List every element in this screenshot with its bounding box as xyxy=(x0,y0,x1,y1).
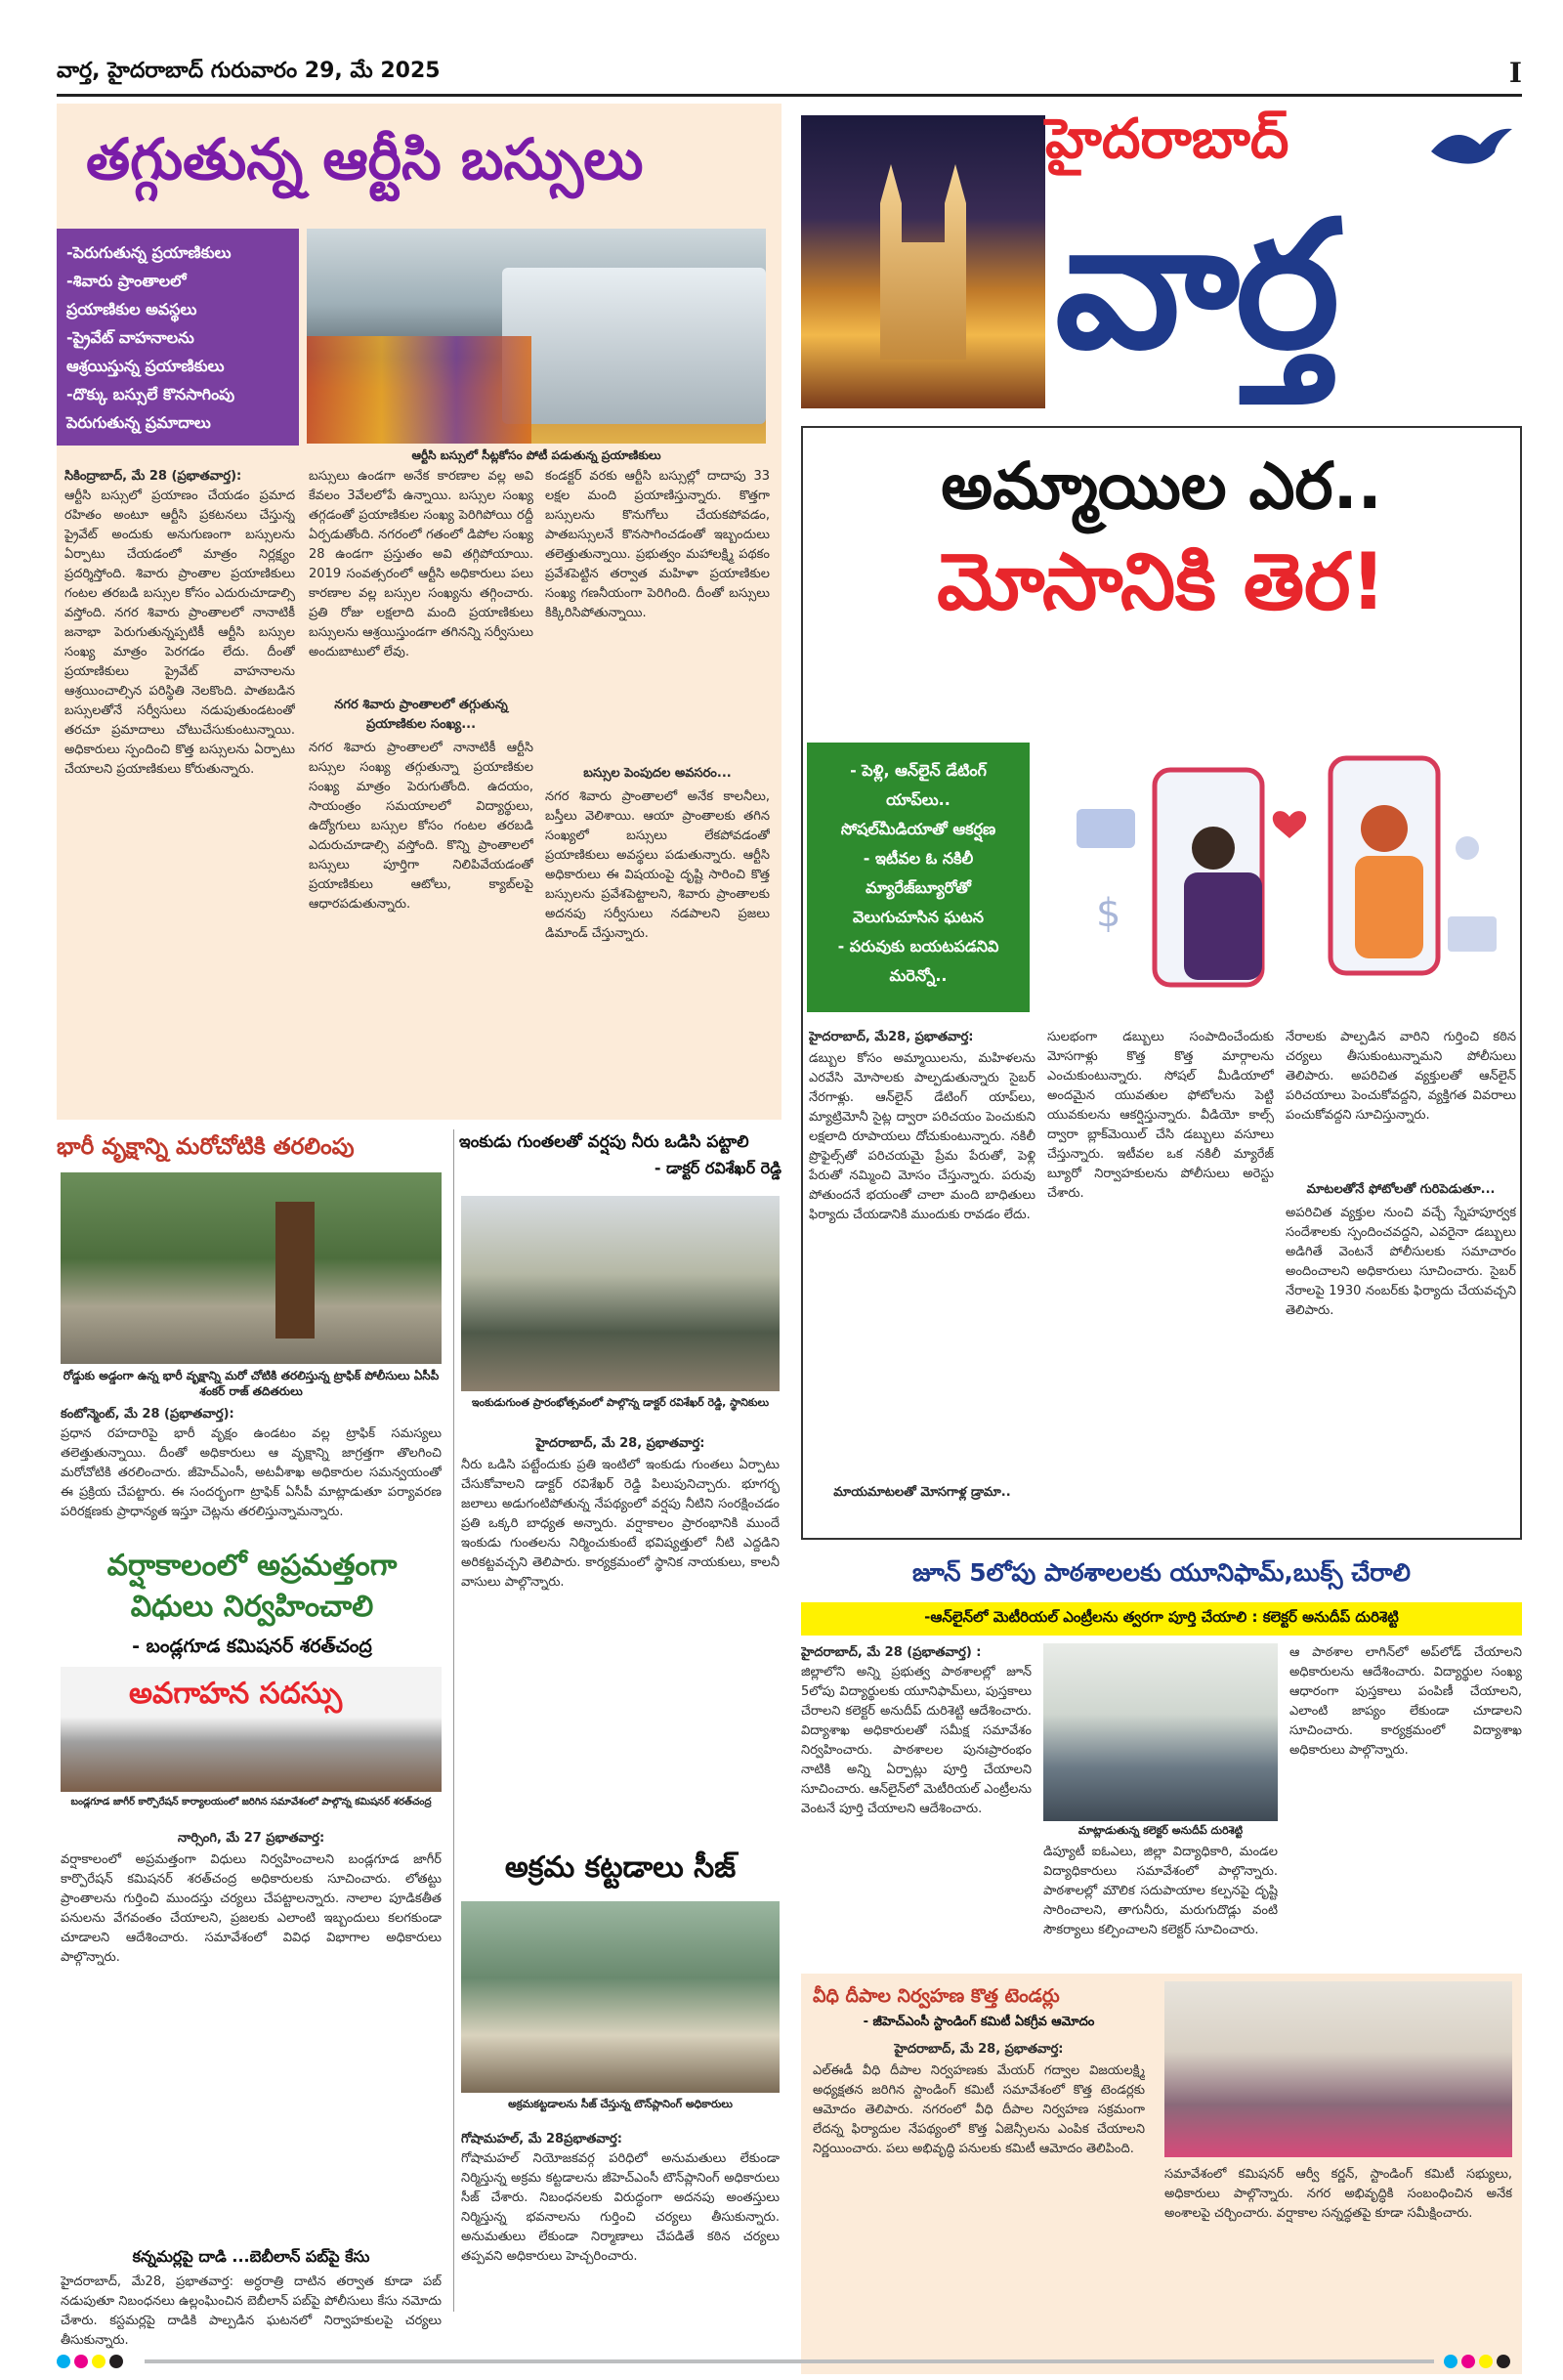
color-swatch xyxy=(74,2355,88,2368)
rtc-bullet: -ప్రైవేట్ వాహనాలను xyxy=(66,328,194,347)
header-dateline: వార్త, హైదరాబాద్ గురువారం 29, మే 2025 xyxy=(57,59,441,83)
print-registration-bar xyxy=(57,2355,1522,2368)
tree-dateline: కంటోన్మెంట్, మే 28 (ప్రభాతవార్త): xyxy=(61,1407,234,1422)
streetlight-dateline: హైదరాబాద్, మే 28, ప్రభాతవార్త: xyxy=(894,2042,1064,2057)
rtc-bullet: -పెరుగుతున్న ప్రయాణికులు xyxy=(66,243,232,262)
charminar-photo xyxy=(801,115,1045,408)
illegal-text: గోషామహల్ నియోజకవర్గ పరిధిలో అనుమతులు లేకుండా నిర్మిస్తున్న అక్రమ కట్టడాలను జీహెచ్‌ఎంసీ టౌన్‌ప్లానింగ్ అధికారులు సీజ్ చేశారు. నిబంధనలకు విరుద్ధంగా అదనపు అంతస్తులు నిర్మిస్తున్న భవనాలను గుర్తించి చర్యలు తీసుకున్నారు. అనుమతులు లేకుండా నిర్మాణాలు చేపడితే కఠిన చర్యలు తప్పవని అధికారులు హెచ్చరించారు. xyxy=(461,2151,780,2264)
streetlight-col-1: ఎల్ఈడీ వీధి దీపాల నిర్వహణకు మేయర్ గద్వాల విజయలక్ష్మి అధ్యక్షతన జరిగిన స్టాండింగ్ కమిటీ సమావేశంలో కొత్త టెండర్లకు ఆమోదం తెలిపారు. నగరంలో వీధి దీపాల నిర్వహణ సక్రమంగా లేదన్న ఫిర్యాదుల నేపథ్యంలో కొత్త ఏజెన్సీలను ఎంపిక చేయాలని నిర్ణయించారు. పలు అభివృద్ధి పనులకు కమిటీ ఆమోదం తెలిపింది. xyxy=(813,2063,1145,2156)
uniform-col-3: ఆ పాఠశాల లాగిన్‌లో అప్‌లోడ్ చేయాలని అధికారులను ఆదేశించారు. విద్యార్థుల సంఖ్య ఆధారంగా పుస్తకాలు పంపిణీ చేయాలని, ఎలాంటి జాప్యం లేకుండా చూడాలని సూచించారు. కార్యక్రమంలో విద్యాశాఖ అధికారులు పాల్గొన్నారు. xyxy=(1289,1645,1522,1758)
monsoon-banner: అవగాహన సదస్సు xyxy=(129,1677,343,1711)
monsoon-text-2: హైదరాబాద్, మే28, ప్రభాతవార్త: అర్ధరాత్రి దాటిన తర్వాత కూడా పబ్ నడుపుతూ నిబంధనలు ఉల్లంఘించిన బెబీలాన్ పబ్‌పై పోలీసులు కేసు నమోదు చేశారు. కస్టమర్లపై దాడికి పాల్పడిన ఘటనలో నిర్వాహకులపై చర్యలు తీసుకున్నారు. xyxy=(61,2274,442,2348)
ammayi-headline-2: మోసానికి తెర! xyxy=(937,536,1386,627)
ammayi-col-3: నేరాలకు పాల్పడిన వారిని గుర్తించి కఠిన చర్యలు తీసుకుంటున్నామని పోలీసులు తెలిపారు. అపరిచిత వ్యక్తులతో ఆన్‌లైన్ పరిచయాలు పెంచుకోవద్దని, వ్యక్తిగత వివరాలు పంచుకోవద్దని సూచిస్తున్నారు. xyxy=(1286,1030,1516,1123)
rtc-bullet-box xyxy=(57,229,299,446)
rtc-col-1: ఆర్టీసి బస్సులో ప్రయాణం చేయడం ప్రమాద రహితం అంటూ ఆర్టీసి ప్రకటనలు చేస్తున్న ప్రైవేట్ అందుకు అనుగుణంగా బస్సులను ఏర్పాటు చేయడంలో మాత్రం నిర్లక్ష్యం ప్రదర్శిస్తోంది. శివారు ప్రాంతాల ప్రయాణికులు గంటల తరబడి బస్సుల కోసం ఎదురుచూడాల్సి వస్తోంది. నగర శివారు ప్రాంతాలలో నానాటికీ జనాభా పెరుగుతున్నప్పటికీ ఆర్టీసి బస్సుల సంఖ్య మాత్రం పెరగడం లేదు. దీంతో ప్రయాణికులు ప్రైవేట్ వాహనాలను ఆశ్రయించాల్సిన పరిస్థితి నెలకొంది. పాతబడిన బస్సులతోనే సర్వీసులు నడుపుతుండటంతో తరచూ ప్రమాదాలు చోటుచేసుకుంటున్నాయి. అధికారులు స్పందించి కొత్త బస్సులను ఏర్పాటు చేయాలని ప్రయాణికులు కోరుతున్నారు. xyxy=(64,489,295,777)
ammayi-col-2: సులభంగా డబ్బులు సంపాదించేందుకు మోసగాళ్లు కొత్త కొత్త మార్గాలను ఎంచుకుంటున్నారు. సోషల్ మీడియాలో అందమైన యువతుల ఫోటోలను పెట్టి యువకులను ఆకర్షిస్తున్నారు. వీడియో కాల్స్ ద్వారా బ్లాక్‌మెయిల్ చేసి డబ్బులు వసూలు చేస్తున్నారు. ఇటీవల ఒక నకిలీ మ్యారేజ్ బ్యూరో నిర్వాహకులను పోలీసులు అరెస్టు చేశారు. xyxy=(1047,1030,1274,1201)
uniform-story xyxy=(801,1553,1522,1964)
uniform-dateline: హైదరాబాద్, మే 28 (ప్రభాతవార్త) : xyxy=(801,1645,982,1660)
streetlight-photo xyxy=(1164,1981,1512,2157)
monsoon-dateline: నార్సింగి, మే 27 ప్రభాతవార్త: xyxy=(177,1831,325,1846)
monsoon-story xyxy=(57,1546,447,2374)
color-swatch xyxy=(92,2355,106,2368)
rtc-story xyxy=(57,104,782,1120)
page-header xyxy=(57,59,1522,94)
ammayi-col-3b: అపరిచిత వ్యక్తుల నుంచి వచ్చే స్నేహపూర్వక సందేశాలకు స్పందించవద్దని, ఎవరైనా డబ్బులు అడిగితే వెంటనే పోలీసులకు సమాచారం అందించాలని అధికారులు సూచించారు. సైబర్ నేరాలపై 1930 నంబర్‌కు ఫిర్యాదు చేయవచ్చని తెలిపారు. xyxy=(1286,1206,1516,1318)
water-dateline: హైదరాబాద్, మే 28, ప్రభాతవార్త: xyxy=(535,1436,705,1451)
ammayi-bullet-list xyxy=(815,756,1022,991)
color-swatch xyxy=(1479,2355,1493,2368)
rtc-photo xyxy=(307,229,766,444)
crowd-shape xyxy=(307,336,531,444)
brand-main-word: వార్త xyxy=(1055,184,1336,388)
water-headline: ఇంకుడు గుంతలతో వర్షపు నీరు ఒడిసి పట్టాలి xyxy=(459,1132,749,1152)
illegal-photo xyxy=(461,1901,780,2093)
illegal-dateline: గోషామహల్, మే 28ప్రభాతవార్త: xyxy=(461,2132,622,2146)
water-byline: - డాక్టర్ రవిశేఖర్ రెడ్డి xyxy=(654,1159,782,1177)
streetlight-col-2: సమావేశంలో కమిషనర్ ఆర్వీ కర్ణన్, స్టాండింగ్ కమిటీ సభ్యులు, అధికారులు పాల్గొన్నారు. నగర అభివృద్ధికి సంబంధించిన అనేక అంశాలపై చర్చించారు. వర్షాకాల సన్నద్ధతపై కూడా సమీక్షించారు. xyxy=(1164,2167,1512,2221)
tree-caption: రోడ్డుకు అడ్డంగా ఉన్న భారీ వృక్షాన్ని మరో చోటికి తరలిస్తున్న ట్రాఫిక్ పోలీసులు ఏసీపీ శంకర్ రాజ్ తదితరులు xyxy=(63,1369,440,1398)
ammayi-bullet: మరెన్నో.. xyxy=(889,966,948,985)
brand-block xyxy=(801,106,1524,416)
svg-text:$: $ xyxy=(1096,891,1121,936)
rtc-col-2: బస్సులు ఉండగా అనేక కారణాల వల్ల అవి కేవలం 3వేలలోపే ఉన్నాయి. బస్సుల సంఖ్య తగ్గడంతో ప్రయాణికుల సంఖ్య పెరిగిపోయి రద్దీ ఏర్పడుతోంది. నగరంలో గతంలో డిపోల సంఖ్య 28 ఉండగా ప్రస్తుతం అవి తగ్గిపోయాయి. 2019 సంవత్సరంలో ఆర్టీసి అధికారులు పలు కారణాల వల్ల బస్సుల సంఖ్యను తగ్గించారు. ప్రతి రోజు లక్షలాది మంది ప్రయాణికులు బస్సులను ఆశ్రయిస్తుండగా తగినన్ని సర్వీసులు అందుబాటులో లేవు. xyxy=(309,469,533,659)
charminar-shape xyxy=(869,164,977,360)
rtc-col-3b: నగర శివారు ప్రాంతాలలో అనేక కాలనీలు, బస్తీలు వెలిశాయి. ఆయా ప్రాంతాలకు తగిన సంఖ్యలో బస్సులు లేకపోవడంతో ప్రయాణికులు అవస్థలు పడుతున్నారు. ఆర్టీసి అధికారులు ఈ విషయంపై దృష్టి సారించి కొత్త బస్సులను ప్రవేశపెట్టాలని, శివారు ప్రాంతాలకు అదనపు సర్వీసులు నడపాలని ప్రజలు డిమాండ్ చేస్తున్నారు. xyxy=(545,789,770,941)
ammayi-col-1: డబ్బుల కోసం అమ్మాయిలను, మహిళలను ఎరవేసి మోసాలకు పాల్పడుతున్నారు సైబర్ నేరగాళ్లు. ఆన్‌లైన్ డేటింగ్ యాప్‌లు, మ్యాట్రిమోనీ సైట్ల ద్వారా పరిచయం పెంచుకుని లక్షలాది రూపాయలు దోచుకుంటున్నారు. నకిలీ ప్రొఫైల్స్‌తో పరిచయమై ప్రేమ పేరుతో, పెళ్లి పేరుతో నమ్మించి మోసం చేస్తున్నారు. పరువు పోతుందనే భయంతో చాలా మంది బాధితులు ఫిర్యాదు చేయడానికి ముందుకు రావడం లేదు. xyxy=(809,1051,1035,1222)
header-rule xyxy=(57,94,1522,97)
ammayi-bullet: - ఇటీవల ఓ నకిలీ xyxy=(863,849,974,868)
ammayi-bullet: సోషల్‌మీడియాతో ఆకర్షణ xyxy=(840,820,996,838)
rtc-bullet: -శివారు ప్రాంతాలలో xyxy=(66,272,187,290)
monsoon-text: వర్షాకాలంలో అప్రమత్తంగా విధులు నిర్వహించాలని బండ్లగూడ జాగీర్ కార్పొరేషన్ కమిషనర్ శరత్‌చంద్ర అధికారులకు సూచించారు. లోతట్టు ప్రాంతాలను గుర్తించి ముందస్తు చర్యలు చేపట్టాలన్నారు. నాలాల పూడికతీత పనులను వేగవంతం చేయాలని, ప్రజలకు ఎలాంటి ఇబ్బందులు కలగకుండా చూడాలని ఆదేశించారు. సమావేశంలో వివిధ విభాగాల అధికారులు పాల్గొన్నారు. xyxy=(61,1852,442,1965)
color-swatch xyxy=(1497,2355,1510,2368)
rtc-col-3: కండక్టర్ వరకు ఆర్టీసి బస్సుల్లో దాదాపు 33 లక్షల మంది ప్రయాణిస్తున్నారు. కొత్తగా బస్సులను కొనుగోలు చేయకపోవడం, పాతబస్సులనే కొనసాగించడంతో ఇబ్బందులు తలెత్తుతున్నాయి. ప్రభుత్వం మహాలక్ష్మి పథకం ప్రవేశపెట్టిన తర్వాత మహిళా ప్రయాణికుల సంఖ్య గణనీయంగా పెరిగింది. దీంతో బస్సులు కిక్కిరిసిపోతున్నాయి. xyxy=(545,469,770,620)
tree-headline: భారీ వృక్షాన్ని మరోచోటికి తరలింపు xyxy=(57,1134,355,1160)
dove-icon xyxy=(1426,117,1514,176)
illegal-story xyxy=(459,1847,782,2374)
color-swatch xyxy=(109,2355,123,2368)
monsoon-sub: కన్నమర్లపై దాడి ...బెబీలాన్ పబ్‌పై కేసు xyxy=(132,2247,370,2266)
monsoon-byline: - బండ్లగూడ కమిషనర్ శరత్‌చంద్ర xyxy=(132,1636,372,1657)
ammayi-sub-2: మాటలతోనే ఫోటోలతో గురిపెడుతూ... xyxy=(1306,1182,1496,1197)
tree-text: ప్రధాన రహదారిపై భారీ వృక్షం ఉండటం వల్ల ట్రాఫిక్ సమస్యలు తలెత్తుతున్నాయి. దీంతో అధికారులు ఆ వృక్షాన్ని జాగ్రత్తగా తొలగించి మరోచోటికి తరలించారు. జీహెచ్‌ఎంసీ, అటవీశాఖ అధికారుల సమన్వయంతో ఈ ప్రక్రియ చేపట్టారు. ఈ సందర్భంగా ట్రాఫిక్ ఏసీపీ మాట్లాడుతూ పర్యావరణ పరిరక్షణకు ప్రాధాన్యత ఇస్తూ చెట్లను తరలిస్తున్నామన్నారు. xyxy=(61,1426,442,1519)
ammayi-bullet: - పరువుకు బయటపడనివి xyxy=(837,937,999,956)
illegal-headline: అక్రమ కట్టడాలు సీజ్ xyxy=(504,1850,737,1885)
monsoon-caption: బండ్లగూడ జాగీర్ కార్పొరేషన్ కార్యాలయంలో జరిగిన సమావేశంలో పాల్గొన్న కమిషనర్ శరత్‌చంద్ర xyxy=(70,1797,432,1807)
water-text: నీరు ఒడిసి పట్టేందుకు ప్రతి ఇంటిలో ఇంకుడు గుంతలు ఏర్పాటు చేసుకోవాలని డాక్టర్ రవిశేఖర్ రెడ్డి పిలుపునిచ్చారు. భూగర్భ జలాలు అడుగంటిపోతున్న నేపథ్యంలో వర్షపు నీటిని సంరక్షించడం ప్రతి ఒక్కరి బాధ్యత అన్నారు. వర్షాకాలం ప్రారంభానికి ముందే ఇంకుడు గుంతలను నిర్మించుకుంటే భవిష్యత్తులో నీటి ఎద్దడిని అరికట్టవచ్చని తెలిపారు. కార్యక్రమంలో స్థానిక నాయకులు, కాలనీ వాసులు పాల్గొన్నారు. xyxy=(461,1458,780,1590)
rtc-headline: తగ్గుతున్న ఆర్టీసి బస్సులు xyxy=(86,126,644,192)
ammayi-dateline: హైదరాబాద్, మే28, ప్రభాతవార్త: xyxy=(809,1030,974,1044)
uniform-photo xyxy=(1043,1643,1278,1821)
ammayi-bullet: వెలుగుచూసిన ఘటన xyxy=(852,908,985,926)
illegal-caption: అక్రమకట్టడాలను సీజ్ చేస్తున్న టౌన్‌ప్లానింగ్ అధికారులు xyxy=(508,2098,733,2110)
registration-rule xyxy=(145,2359,1434,2363)
bus-shape xyxy=(502,268,766,424)
rtc-sub-1: నగర శివారు ప్రాంతాలలో తగ్గుతున్న ప్రయాణికుల సంఖ్య... xyxy=(334,698,508,732)
rtc-bullet-list xyxy=(66,238,289,437)
tree-photo xyxy=(61,1172,442,1364)
uniform-col-1: జిల్లాలోని అన్ని ప్రభుత్వ పాఠశాలల్లో జూన్ 5లోపు విద్యార్థులకు యూనిఫామ్‌లు, పుస్తకాలు చేరాలని కలెక్టర్ అనుదీప్ దురిశెట్టి ఆదేశించారు. విద్యాశాఖ అధికారులతో సమీక్ష సమావేశం నిర్వహించారు. పాఠశాలల పునఃప్రారంభం నాటికి అన్ని ఏర్పాట్లు పూర్తి చేయాలని సూచించారు. ఆన్‌లైన్‌లో మెటీరియల్ ఎంట్రీలను వెంటనే పూర్తి చేయాలని ఆదేశించారు. xyxy=(801,1665,1032,1816)
rtc-col-2b: నగర శివారు ప్రాంతాలలో నానాటికీ ఆర్టీసి బస్సుల సంఖ్య తగ్గుతున్నా ప్రయాణికుల సంఖ్య మాత్రం పెరుగుతోంది. ఉదయం, సాయంత్రం సమయాలలో విద్యార్థులు, ఉద్యోగులు బస్సుల కోసం గంటల తరబడి ఎదురుచూడాల్సి వస్తోంది. కొన్ని ప్రాంతాలలో బస్సులు పూర్తిగా నిలిపివేయడంతో ప్రయాణికులు ఆటోలు, క్యాబ్‌లపై ఆధారపడుతున్నారు. xyxy=(309,741,533,912)
streetlight-subhead: - జీహెచ్‌ఎంసీ స్టాండింగ్ కమిటీ ఏకగ్రీవ ఆమోదం xyxy=(863,2015,1095,2029)
water-photo xyxy=(461,1196,780,1391)
ammayi-bullet-box xyxy=(807,743,1030,1012)
rtc-sub-2: బస్సుల పెంపుదల అవసరం... xyxy=(583,766,732,781)
monsoon-photo xyxy=(61,1667,442,1792)
brand-top-word: హైదరాబాద్ xyxy=(1045,107,1289,171)
rtc-bullet: ప్రయాణికుల అవస్థలు xyxy=(66,300,197,319)
uniform-caption: మాట్లాడుతున్న కలెక్టర్ అనుదీప్ దురిశెట్టి xyxy=(1077,1824,1244,1837)
uniform-subhead: -ఆన్‌లైన్‌లో మెటీరియల్ ఎంట్రీలను త్వరగా పూర్తి చేయాలి : కలెక్టర్ అనుదీప్ దురిశెట్టి xyxy=(801,1602,1522,1636)
ammayi-bullet: యాప్‌లు.. xyxy=(886,790,950,809)
streetlight-headline: వీధి దీపాల నిర్వహణ కొత్త టెండర్లు xyxy=(813,1985,1060,2007)
uniform-headline: జూన్ 5లోపు పాఠశాలలకు యూనిఫామ్,బుక్స్ చేరాలి xyxy=(912,1558,1411,1587)
water-story xyxy=(459,1129,782,1843)
monsoon-headline-1: వర్షాకాలంలో అప్రమత్తంగా xyxy=(106,1549,398,1583)
color-swatch xyxy=(1461,2355,1475,2368)
column-rule xyxy=(453,1129,454,2312)
uniform-col-2: డిప్యూటీ ఐఓఎలు, జిల్లా విద్యాధికారి, మండల విద్యాధికారులు సమావేశంలో పాల్గొన్నారు. పాఠశాలల్లో మౌలిక సదుపాయాల కల్పనపై దృష్టి సారించాలని, తాగునీరు, మరుగుదొడ్లు వంటి సౌకర్యాలు కల్పించాలని కలెక్టర్ సూచించారు. xyxy=(1043,1845,1278,1937)
color-swatch xyxy=(57,2355,70,2368)
streetlight-story xyxy=(801,1974,1522,2374)
dating-app-illustration xyxy=(1037,741,1516,1020)
ammayi-story xyxy=(801,426,1522,1540)
rtc-bullet: పెరుగుతున్న ప్రమాదాలు xyxy=(66,413,211,432)
rtc-bullet: ఆశ్రయిస్తున్న ప్రయాణికులు xyxy=(66,357,225,375)
color-swatch xyxy=(1444,2355,1457,2368)
ammayi-bullet: మ్యారేజ్‌బ్యూరోతో xyxy=(866,878,971,897)
rtc-dateline: సికింద్రాబాద్, మే 28 (ప్రభాతవార్త): xyxy=(64,469,242,484)
water-caption: ఇంకుడుగుంత ప్రారంభోత్సవంలో పాల్గొన్న డాక్టర్ రవిశేఖర్ రెడ్డి, స్థానికులు xyxy=(471,1396,770,1409)
tree-trunk-shape xyxy=(275,1202,315,1339)
rtc-bullet: -దొక్కు బస్సులే కొనసాగింపు xyxy=(66,385,235,404)
tree-story xyxy=(57,1129,447,1540)
rtc-photo-caption: ఆర్టీసి బస్సులో సీట్లకోసం పోటీ పడుతున్న ప్రయాణికులు xyxy=(411,448,661,462)
ammayi-sub-1: మాయమాటలతో మోసగాళ్ల డ్రామా.. xyxy=(833,1485,1011,1500)
page-number: I xyxy=(1508,57,1522,89)
ammayi-headline-1: అమ్మాయిల ఎర.. xyxy=(941,448,1382,524)
ammayi-bullet: - పెళ్లి, ఆన్‌లైన్ డేటింగ్ xyxy=(850,761,987,780)
monsoon-headline-2: విధులు నిర్వహించాలి xyxy=(130,1590,374,1624)
